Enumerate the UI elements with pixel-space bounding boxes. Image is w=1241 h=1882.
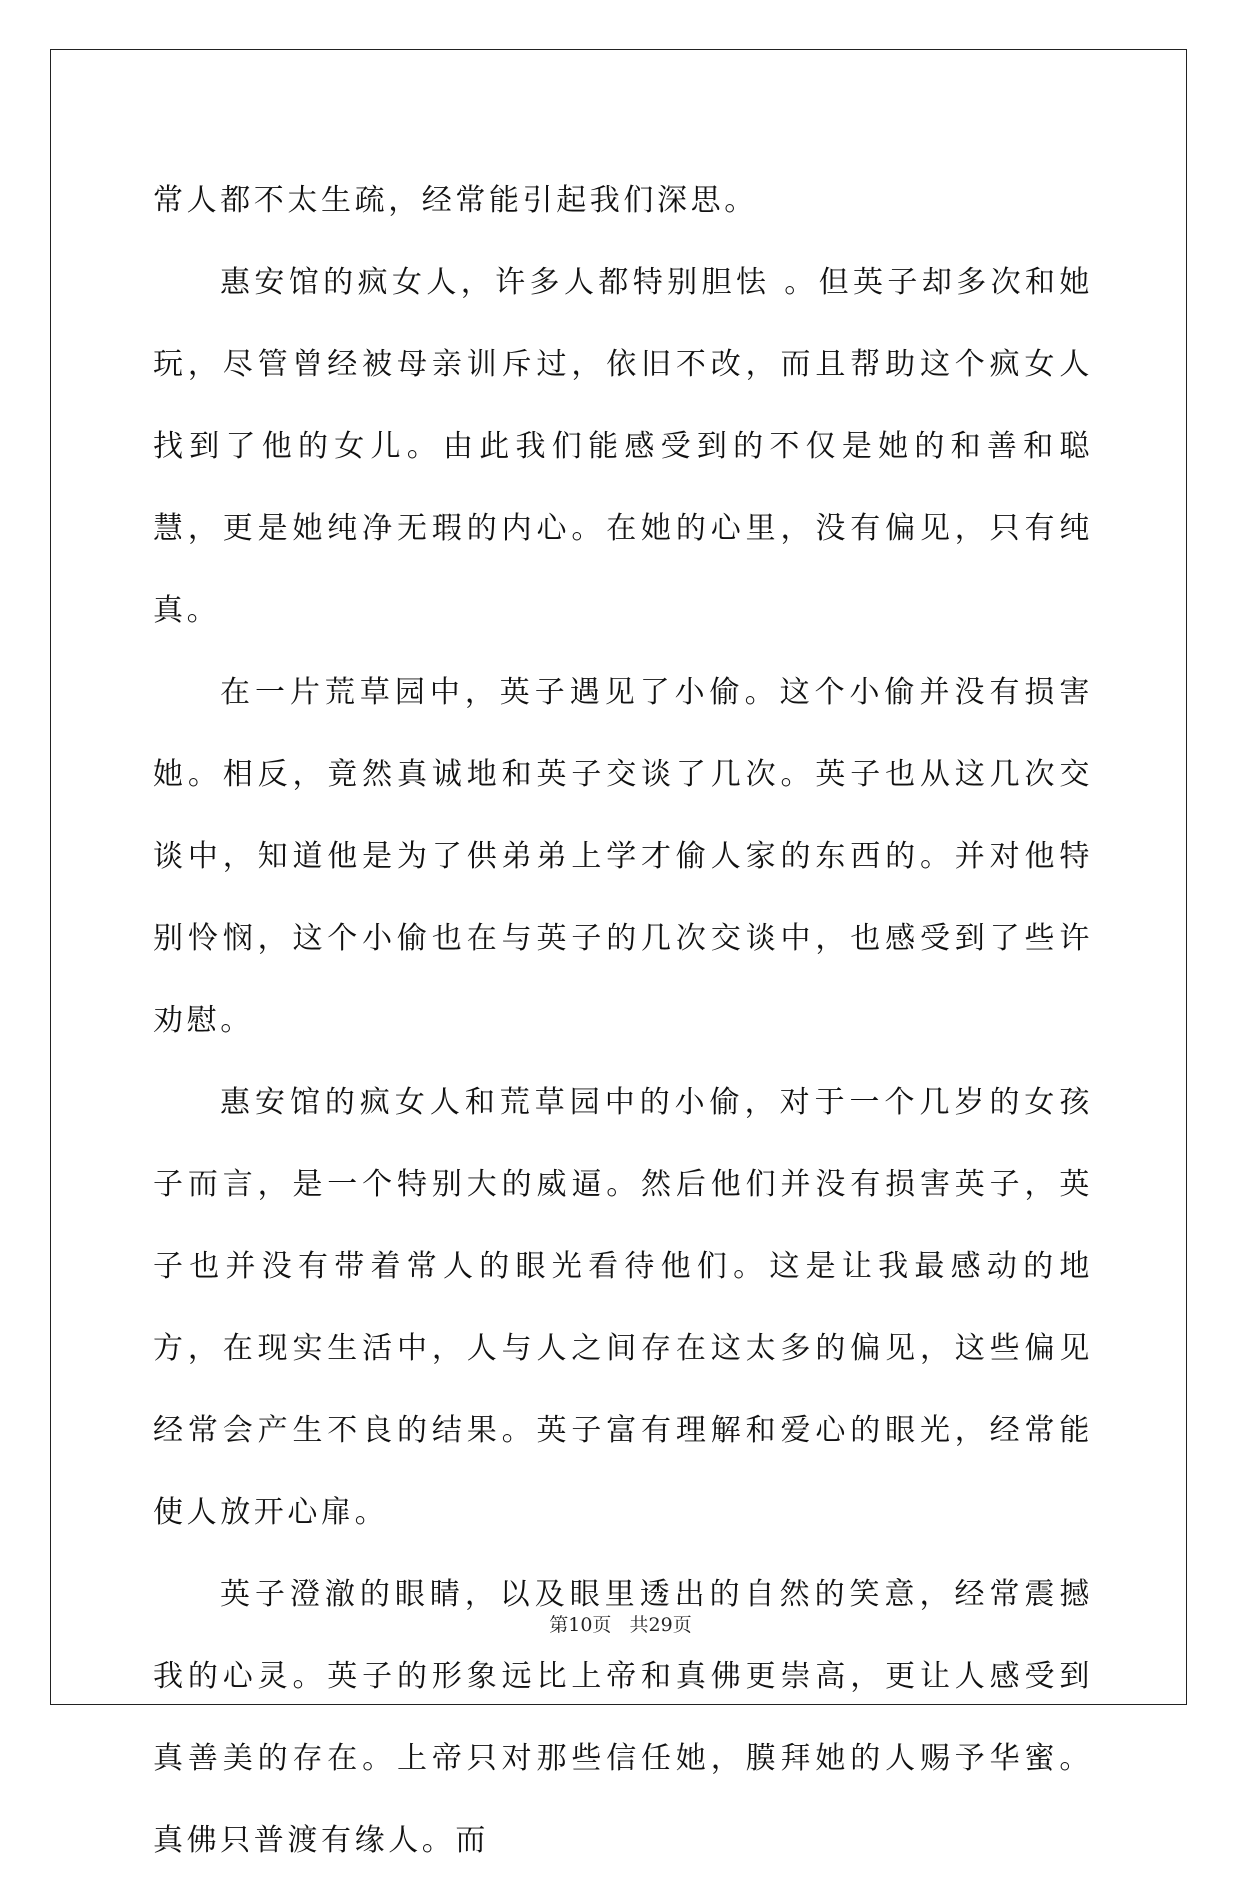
paragraph: 惠安馆的疯女人，许多人都特别胆怯 。但英子却多次和她玩，尽管曾经被母亲训斥过，依旧不改，而且帮助这个疯女人找到了他的女儿。由此我们能感受到的不仅是她的和善和聪慧，更是她纯净无瑕的内心。在她的心里，没有偏见，只有纯真。 xyxy=(153,265,1093,628)
paragraph: 在一片荒草园中，英子遇见了小偷。这个小偷并没有损害她。相反，竟然真诚地和英子交谈了几次。英子也从这几次交谈中，知道他是为了供弟弟上学才偷人家的东西的。并对他特别怜悯，这个小偷也在与英子的几次交谈中，也感受到了些许劝慰。 xyxy=(153,675,1093,1038)
paragraph: 英子澄澈的眼睛，以及眼里透出的自然的笑意，经常震撼我的心灵。英子的形象远比上帝和真佛更崇高，更让人感受到真善美的存在。上帝只对那些信任她，膜拜她的人赐予华蜜。真佛只普渡有缘人。而 xyxy=(153,1577,1093,1858)
paragraph: 惠安馆的疯女人和荒草园中的小偷，对于一个几岁的女孩子而言，是一个特别大的威逼。然后他们并没有损害英子，英子也并没有带着常人的眼光看待他们。这是让我最感动的地方，在现实生活中，人与人之间存在这太多的偏见，这些偏见经常会产生不良的结果。英子富有理解和爱心的眼光，经常能使人放开心扉。 xyxy=(153,1085,1093,1530)
paragraph: 常人都不太生疏，经常能引起我们深思。 xyxy=(153,183,758,218)
page-number-footer: 第10页 共29页 xyxy=(549,1614,692,1636)
